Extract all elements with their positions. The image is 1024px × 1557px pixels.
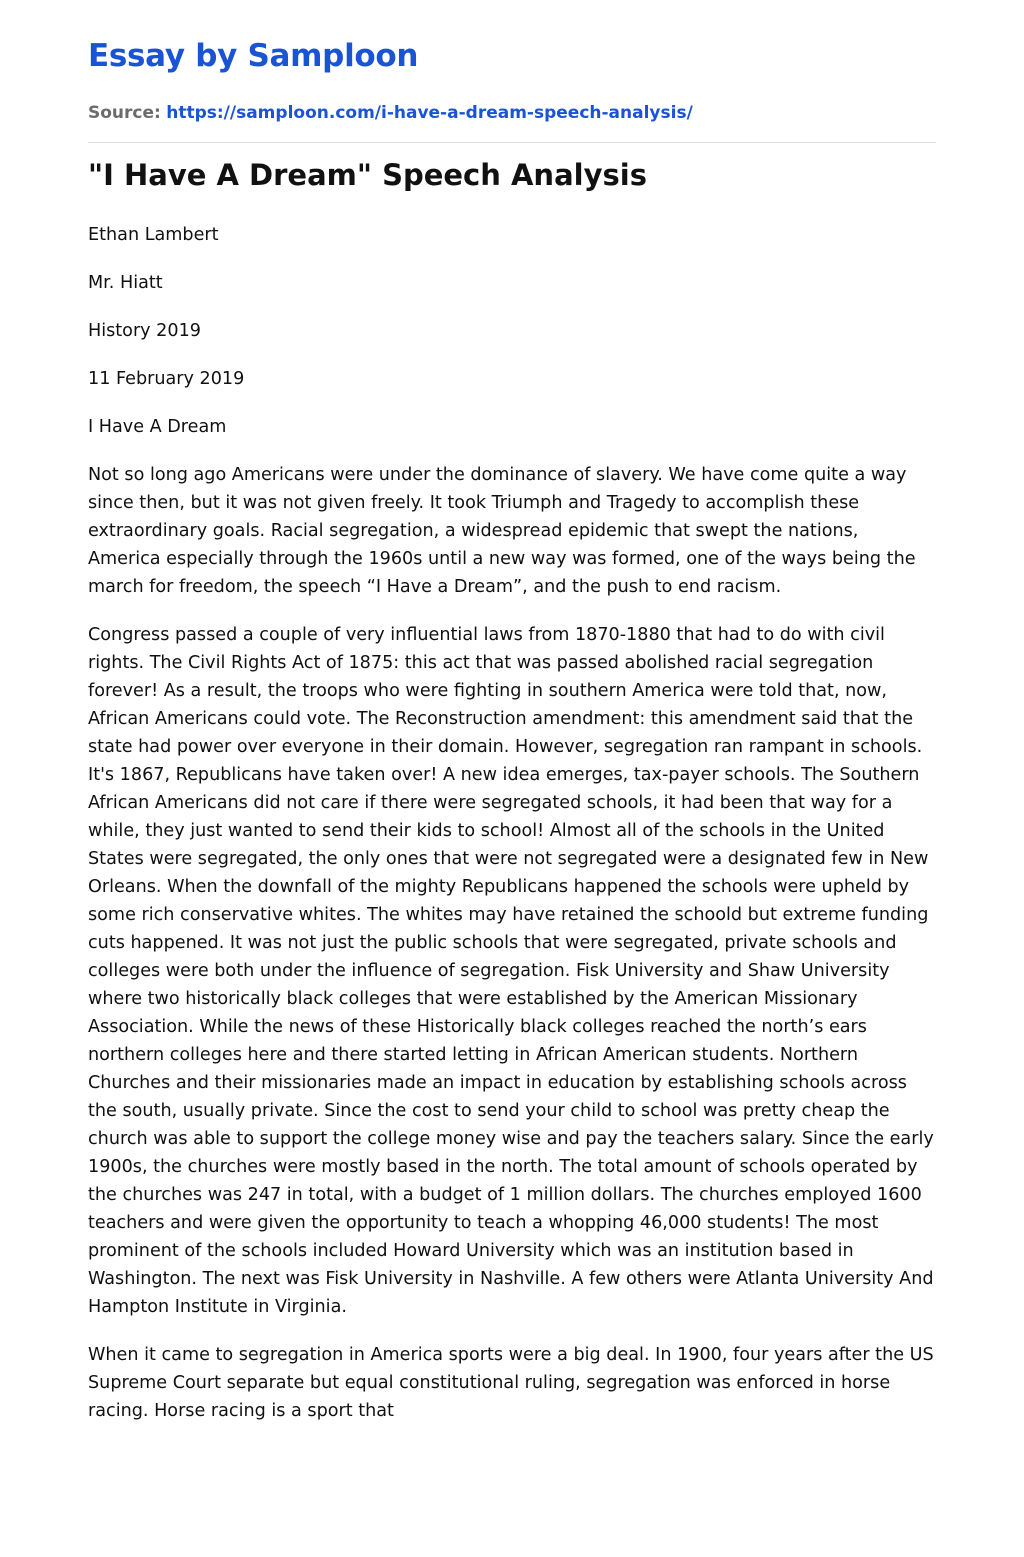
course-name: History 2019 (88, 321, 201, 341)
site-brand: Essay by Samploon (88, 38, 419, 74)
paragraph: Not so long ago Americans were under the dominance of slavery. We have come quite a way since then, but it was not given freely. It took Triumph and Tragedy to accomplish these extraordinary goals. Racial segregation, a widespread epidemic that swept the nations, America especially through the 1960s until a new way was formed, one of the ways being the march for freedom, the speech “I Have a Dream”, and the push to end racism. (88, 465, 916, 597)
essay-date: 11 February 2019 (88, 369, 245, 389)
header-divider (88, 142, 936, 143)
paragraph: When it came to segregation in America sports were a big deal. In 1900, four years after the US Supreme Court separate but equal constitutional ruling, segregation was enforced in horse racing. Horse racing is a sport that (88, 1345, 934, 1421)
author-name: Ethan Lambert (88, 225, 219, 245)
essay-body (88, 221, 936, 1445)
essay-title: "I Have A Dream" Speech Analysis (88, 158, 647, 192)
essay-subtitle: I Have A Dream (88, 417, 227, 437)
source-label: Source: (88, 103, 161, 123)
source-line (88, 101, 693, 125)
source-link[interactable]: https://samploon.com/i-have-a-dream-speech-analysis/ (166, 103, 693, 123)
paragraph: Congress passed a couple of very influential laws from 1870-1880 that had to do with civil rights. The Civil Rights Act of 1875: this act that was passed abolished racial segregation forever! As a result, the troops who were fighting in southern America were told that, now, African Americans could vote. The Reconstruction amendment: this amendment said that the state had power over everyone in their domain. However, segregation ran rampant in schools. It's 1867, Republicans have taken over! A new idea emerges, tax-payer schools. The Southern African Americans did not care if there were segregated schools, it had been that way for a while, they just wanted to send their kids to school! Almost all of the schools in the United States were segregated, the only ones that were not segregated were a designated few in New Orleans. When the downfall of the mighty Republicans happened the schools were upheld by some rich conservative whites. The whites may have retained the schoold but extreme funding cuts happened. It was not just the public schools that were segregated, private schools and colleges were both under the influence of segregation. Fisk University and Shaw University where two historically black colleges that were established by the American Missionary Association. While the news of these Historically black colleges reached the north’s ears northern colleges here and there started letting in African American students. Northern Churches and their missionaries made an impact in education by establishing schools across the south, usually private. Since the cost to send your child to school was pretty cheap the church was able to support the college money wise and pay the teachers salary. Since the early 1900s, the churches were mostly based in the north. The total amount of schools operated by the churches was 247 in total, with a budget of 1 million dollars. The churches employed 1600 teachers and were given the opportunity to teach a whopping 46,000 students! The most prominent of the schools included Howard University which was an institution based in Washington. The next was Fisk University in Nashville. A few others were Atlanta University And Hampton Institute in Virginia. (88, 625, 934, 1317)
teacher-name: Mr. Hiatt (88, 273, 163, 293)
